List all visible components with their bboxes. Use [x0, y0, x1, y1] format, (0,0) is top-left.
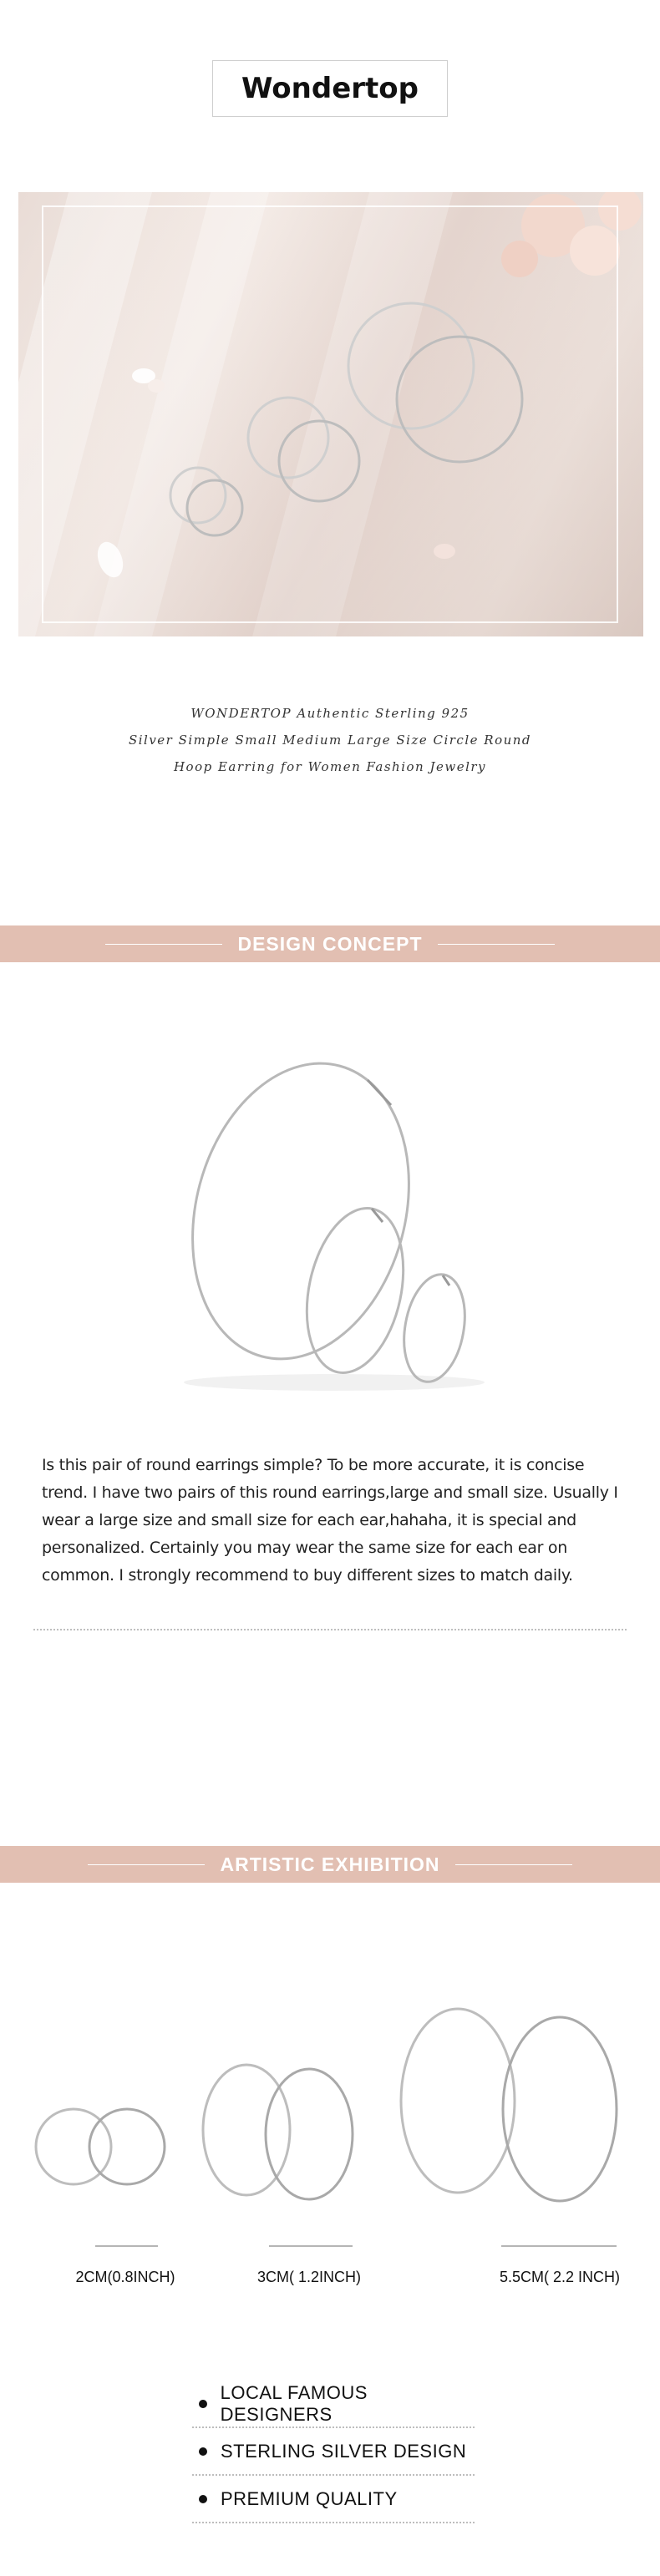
artistic-exhibition-banner [0, 1846, 660, 1883]
product-title-line: WONDERTOP Authentic Sterling 925 [190, 706, 470, 721]
design-concept-banner [0, 925, 660, 962]
product-title-line: Silver Simple Small Medium Large Size Circle Round [128, 733, 532, 748]
size-scale-line [95, 2245, 158, 2247]
design-concept-heading: DESIGN CONCEPT [237, 932, 423, 955]
feature-item [192, 2428, 475, 2476]
feature-list [192, 2381, 475, 2523]
banner-divider [88, 1864, 205, 1865]
feature-text: PREMIUM QUALITY [221, 2487, 398, 2509]
size-comparison-image [17, 1996, 652, 2230]
product-title-line: Hoop Earring for Women Fashion Jewelry [173, 759, 487, 774]
brand-logo-box [212, 60, 448, 117]
hero-product-photo [18, 192, 643, 636]
bullet-icon [199, 2447, 207, 2456]
feature-text: STERLING SILVER DESIGN [221, 2440, 467, 2462]
description-text: Is this pair of round earrings simple? To be more accurate, it is concise trend. I have two pairs of this round earrings,large and small size. Usually I wear a large size and small size for each ear,hahaha, it is special and personalized. Certainly you may wear the same size for each ear on common. I strongly recommend to buy different sizes to match daily. [42, 1456, 618, 1585]
bullet-icon [199, 2400, 207, 2408]
section-divider [33, 1629, 627, 1630]
banner-divider [105, 944, 222, 945]
size-label-large: 5.5CM( 2.2 INCH) [499, 2269, 621, 2285]
feature-text: LOCAL FAMOUS DESIGNERS [220, 2381, 368, 2425]
size-scale-line [501, 2245, 617, 2247]
brand-name: Wondertop [241, 72, 419, 105]
size-label-small: 2CM(0.8INCH) [75, 2269, 175, 2285]
banner-divider [438, 944, 555, 945]
bullet-icon [199, 2495, 207, 2503]
banner-divider [455, 1864, 572, 1865]
concept-earrings-image [167, 1040, 501, 1407]
hero-inner-frame [42, 205, 618, 623]
artistic-exhibition-heading: ARTISTIC EXHIBITION [220, 1853, 440, 1875]
feature-item [192, 2476, 475, 2523]
size-label-medium: 3CM( 1.2INCH) [256, 2269, 361, 2285]
product-title [125, 700, 535, 780]
size-scale-line [269, 2245, 353, 2247]
feature-item [192, 2381, 475, 2428]
